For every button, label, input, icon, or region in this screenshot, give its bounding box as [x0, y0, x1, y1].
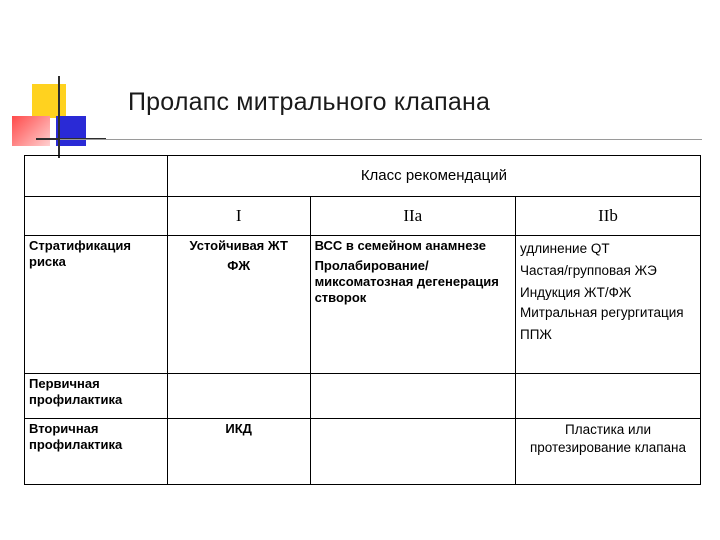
cell-line: Индукция ЖТ/ФЖ	[520, 285, 632, 301]
cell-risk-class-IIa	[310, 236, 515, 374]
yellow-square-shape	[32, 84, 66, 118]
cell-line: Пролабирование/ миксоматозная дегенерация створок	[314, 258, 499, 306]
cell-primary-class-IIb	[516, 373, 701, 418]
cell-line: ФЖ	[227, 258, 251, 274]
cell-secondary-class-I: ИКД	[167, 419, 310, 485]
cell-risk-class-IIb	[516, 236, 701, 374]
cell-line: ВСС в семейном анамнезе	[314, 238, 486, 254]
table-header-row	[25, 156, 701, 197]
vertical-line-shape	[58, 76, 60, 158]
class-IIb-header: IIb	[516, 197, 701, 236]
cell-line: удлинение QT	[520, 241, 610, 257]
recommendations-table	[24, 155, 701, 485]
row-label-risk-stratification: Стратификация риска	[25, 236, 168, 374]
cell-line: Устойчивая ЖТ	[189, 238, 288, 254]
cell-line: Митральная регургитация	[520, 305, 684, 321]
table-row	[25, 236, 701, 374]
recommendation-class-header: Класс рекомендаций	[167, 156, 700, 197]
cell-risk-class-I	[167, 236, 310, 374]
cell-secondary-class-IIa	[310, 419, 515, 485]
blue-square-shape	[56, 116, 86, 146]
empty-corner-cell	[25, 156, 168, 197]
class-IIa-header: IIa	[310, 197, 515, 236]
row-label-primary-prevention: Первичная профилактика	[25, 373, 168, 418]
slide-title: Пролапс митрального клапана	[128, 88, 491, 116]
title-divider	[60, 139, 702, 140]
cell-line: ППЖ	[520, 327, 552, 343]
cell-primary-class-I	[167, 373, 310, 418]
empty-label-cell	[25, 197, 168, 236]
cell-line: Частая/групповая ЖЭ	[520, 263, 657, 279]
row-label-secondary-prevention: Вторичная профилактика	[25, 419, 168, 485]
table-row	[25, 373, 701, 418]
logo-decoration	[0, 0, 110, 170]
cell-secondary-class-IIb: Пластика или протезирование клапана	[516, 419, 701, 485]
cell-primary-class-IIa	[310, 373, 515, 418]
class-I-header: I	[167, 197, 310, 236]
table-row	[25, 419, 701, 485]
class-levels-row	[25, 197, 701, 236]
red-square-shape	[12, 116, 50, 146]
